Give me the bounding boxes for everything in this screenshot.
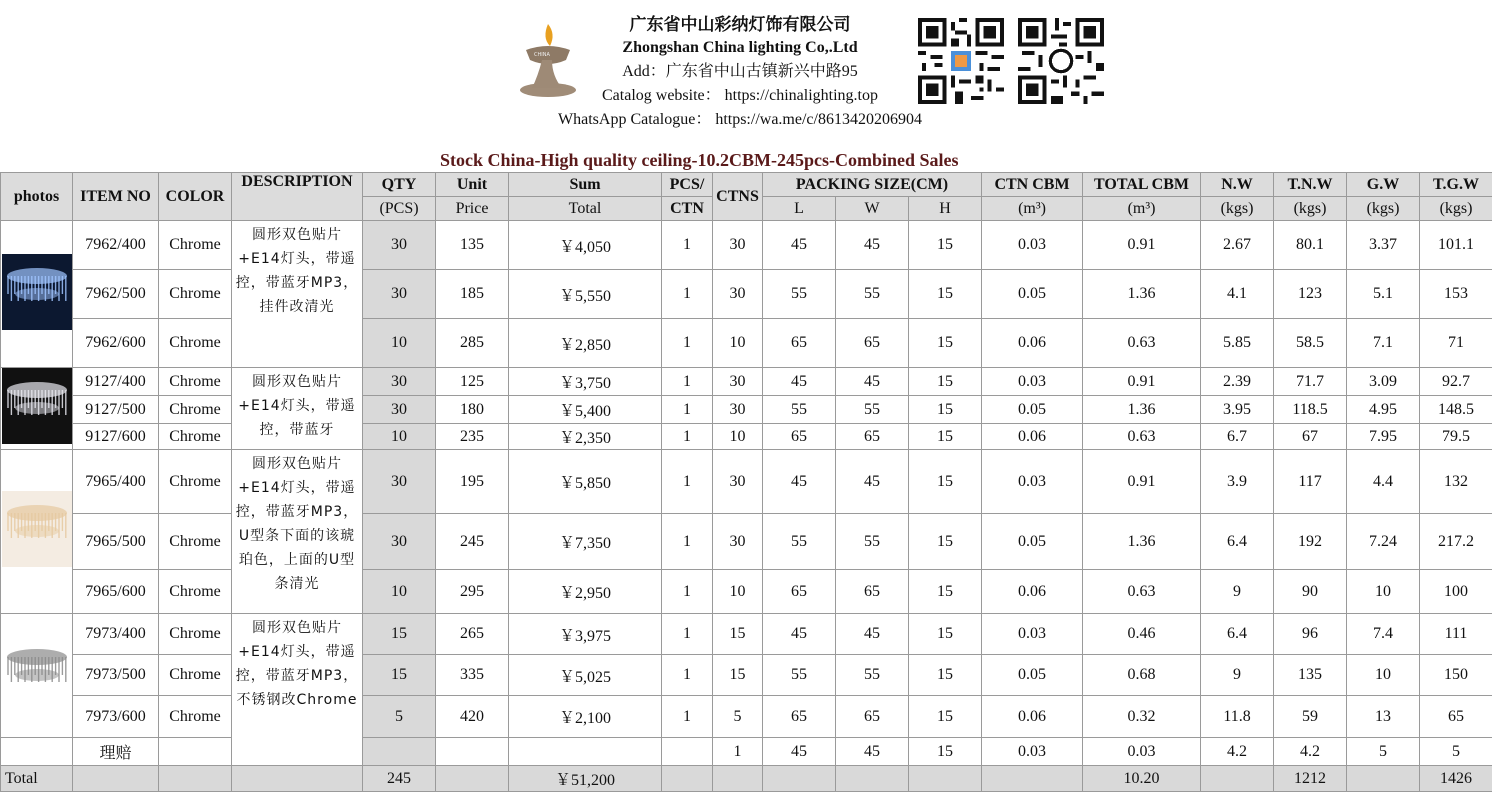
- ctn-cbm: 0.03: [982, 221, 1083, 270]
- color: Chrome: [159, 270, 232, 319]
- photo-cell: [1, 221, 73, 368]
- item-no: 7965/600: [73, 570, 159, 614]
- qty: [363, 738, 436, 766]
- ctns: 30: [713, 396, 763, 424]
- table-row: [1, 655, 1492, 696]
- gw: [1347, 766, 1420, 792]
- height: 15: [909, 450, 982, 514]
- sum: [509, 738, 662, 766]
- unit-price: [436, 766, 509, 792]
- item-no: 7965/500: [73, 514, 159, 570]
- catalog-website: Catalog website： https://chinalighting.top: [540, 84, 940, 108]
- item-no: 7973/400: [73, 614, 159, 655]
- item-no: 9127/400: [73, 368, 159, 396]
- unit-price: 335: [436, 655, 509, 696]
- item-no: [73, 766, 159, 792]
- pcs-ctn: [662, 738, 713, 766]
- total-cbm: 0.03: [1083, 738, 1201, 766]
- gw: 3.09: [1347, 368, 1420, 396]
- length: 55: [763, 514, 836, 570]
- unit-price: 420: [436, 696, 509, 738]
- col-ctn-cbm-unit: (m³): [982, 197, 1083, 221]
- total-cbm: 0.68: [1083, 655, 1201, 696]
- company-block: [540, 14, 940, 132]
- tgw: 92.7: [1420, 368, 1492, 396]
- height: 15: [909, 270, 982, 319]
- item-no: 9127/600: [73, 424, 159, 450]
- gw: 10: [1347, 570, 1420, 614]
- pcs-ctn: 1: [662, 270, 713, 319]
- ctn-cbm: 0.06: [982, 570, 1083, 614]
- qty: 15: [363, 655, 436, 696]
- sum: ￥7,350: [509, 514, 662, 570]
- pcs-ctn: 1: [662, 450, 713, 514]
- qty: 30: [363, 221, 436, 270]
- pcs-ctn: 1: [662, 424, 713, 450]
- qty: 10: [363, 319, 436, 368]
- col-description: DESCRIPTION: [232, 173, 363, 221]
- ctn-cbm: 0.03: [982, 368, 1083, 396]
- height: 15: [909, 319, 982, 368]
- col-width: W: [836, 197, 909, 221]
- col-nw: N.W: [1201, 173, 1274, 197]
- height: 15: [909, 514, 982, 570]
- col-length: L: [763, 197, 836, 221]
- width: [836, 766, 909, 792]
- ctns: [713, 766, 763, 792]
- ctn-cbm: 0.03: [982, 450, 1083, 514]
- tgw: 101.1: [1420, 221, 1492, 270]
- tgw: 111: [1420, 614, 1492, 655]
- item-no: 7962/600: [73, 319, 159, 368]
- qty: 10: [363, 424, 436, 450]
- qty: 30: [363, 368, 436, 396]
- ctn-cbm: 0.06: [982, 696, 1083, 738]
- width: 65: [836, 319, 909, 368]
- height: 15: [909, 424, 982, 450]
- qty: 5: [363, 696, 436, 738]
- height: 15: [909, 396, 982, 424]
- document-header: [0, 0, 1492, 148]
- col-pcs-ctn: PCS/: [662, 173, 713, 197]
- tgw: 153: [1420, 270, 1492, 319]
- unit-price: 125: [436, 368, 509, 396]
- color: Chrome: [159, 570, 232, 614]
- nw: 3.9: [1201, 450, 1274, 514]
- nw: 11.8: [1201, 696, 1274, 738]
- nw: 6.4: [1201, 514, 1274, 570]
- unit-price: 135: [436, 221, 509, 270]
- tnw: 90: [1274, 570, 1347, 614]
- length: 45: [763, 450, 836, 514]
- sum: ￥2,850: [509, 319, 662, 368]
- tnw: 71.7: [1274, 368, 1347, 396]
- qty: 10: [363, 570, 436, 614]
- company-name-cn: 广东省中山彩纳灯饰有限公司: [540, 14, 940, 36]
- sum: ￥2,950: [509, 570, 662, 614]
- tnw: 67: [1274, 424, 1347, 450]
- width: 55: [836, 655, 909, 696]
- unit-price: [436, 738, 509, 766]
- ctns: 30: [713, 221, 763, 270]
- unit-price: 195: [436, 450, 509, 514]
- height: 15: [909, 738, 982, 766]
- color: Chrome: [159, 424, 232, 450]
- item-no: 7962/400: [73, 221, 159, 270]
- pcs-ctn: 1: [662, 614, 713, 655]
- ctn-cbm: 0.05: [982, 270, 1083, 319]
- tnw: 118.5: [1274, 396, 1347, 424]
- height: [909, 766, 982, 792]
- description: 圆形双色贴片+E14灯头，带遥控，带蓝牙MP3，挂件改清光: [232, 221, 363, 368]
- unit-price: 265: [436, 614, 509, 655]
- table-row: [1, 570, 1492, 614]
- total-cbm: 0.63: [1083, 570, 1201, 614]
- col-color: COLOR: [159, 173, 232, 221]
- length: 65: [763, 424, 836, 450]
- nw: 6.7: [1201, 424, 1274, 450]
- table-row: [1, 696, 1492, 738]
- sum: ￥2,350: [509, 424, 662, 450]
- gw: 7.24: [1347, 514, 1420, 570]
- length: [763, 766, 836, 792]
- item-no: 7973/600: [73, 696, 159, 738]
- pcs-ctn: 1: [662, 655, 713, 696]
- sum: ￥5,400: [509, 396, 662, 424]
- ctns: 30: [713, 450, 763, 514]
- ctns: 5: [713, 696, 763, 738]
- total-cbm: 0.46: [1083, 614, 1201, 655]
- ctns: 30: [713, 270, 763, 319]
- nw: 9: [1201, 655, 1274, 696]
- header-row: [1, 173, 1492, 197]
- col-ctns: CTNS: [713, 173, 763, 221]
- total-cbm: 0.91: [1083, 368, 1201, 396]
- total-cbm: 10.20: [1083, 766, 1201, 792]
- tgw: 71: [1420, 319, 1492, 368]
- tgw: 100: [1420, 570, 1492, 614]
- sum: ￥3,750: [509, 368, 662, 396]
- total-cbm: 1.36: [1083, 396, 1201, 424]
- sum: ￥4,050: [509, 221, 662, 270]
- width: 45: [836, 450, 909, 514]
- tnw: 59: [1274, 696, 1347, 738]
- qty: 15: [363, 614, 436, 655]
- width: 65: [836, 696, 909, 738]
- description: [232, 766, 363, 792]
- total-cbm: 0.63: [1083, 424, 1201, 450]
- color: Chrome: [159, 319, 232, 368]
- chandelier-photo: [2, 368, 72, 444]
- col-tnw-unit: (kgs): [1274, 197, 1347, 221]
- total-cbm: 0.32: [1083, 696, 1201, 738]
- ctns: 15: [713, 614, 763, 655]
- item-no: 7962/500: [73, 270, 159, 319]
- tgw: 148.5: [1420, 396, 1492, 424]
- totals-row: [1, 766, 1492, 792]
- nw: 2.67: [1201, 221, 1274, 270]
- company-name-en: Zhongshan China lighting Co,.Ltd: [540, 36, 940, 60]
- col-tnw: T.N.W: [1274, 173, 1347, 197]
- table-row: [1, 514, 1492, 570]
- nw: 9: [1201, 570, 1274, 614]
- chandelier-photo: [2, 635, 72, 711]
- length: 65: [763, 696, 836, 738]
- width: 45: [836, 221, 909, 270]
- tnw: 58.5: [1274, 319, 1347, 368]
- length: 45: [763, 368, 836, 396]
- length: 65: [763, 319, 836, 368]
- nw: [1201, 766, 1274, 792]
- tgw: 150: [1420, 655, 1492, 696]
- ctns: 10: [713, 319, 763, 368]
- qty: 30: [363, 270, 436, 319]
- item-no: 7973/500: [73, 655, 159, 696]
- pcs-ctn: 1: [662, 319, 713, 368]
- col-sum: Sum: [509, 173, 662, 197]
- table-row: [1, 319, 1492, 368]
- gw: 7.4: [1347, 614, 1420, 655]
- ctn-cbm: 0.06: [982, 319, 1083, 368]
- description: 圆形双色贴片+E14灯头，带遥控，带蓝牙MP3，不锈钢改Chrome: [232, 614, 363, 766]
- tnw: 96: [1274, 614, 1347, 655]
- ctns: 10: [713, 570, 763, 614]
- ctns: 10: [713, 424, 763, 450]
- nw: 4.1: [1201, 270, 1274, 319]
- length: 55: [763, 270, 836, 319]
- table-row: [1, 396, 1492, 424]
- tgw: 132: [1420, 450, 1492, 514]
- compensation-row: [1, 738, 1492, 766]
- whatsapp-catalogue: WhatsApp Catalogue： https://wa.me/c/8613420206904: [540, 108, 940, 132]
- ctns: 30: [713, 368, 763, 396]
- tgw: 79.5: [1420, 424, 1492, 450]
- unit-price: 285: [436, 319, 509, 368]
- color: Chrome: [159, 450, 232, 514]
- height: 15: [909, 655, 982, 696]
- item-no: 理赔: [73, 738, 159, 766]
- color: [159, 738, 232, 766]
- nw: 4.2: [1201, 738, 1274, 766]
- total-cbm: 1.36: [1083, 514, 1201, 570]
- height: 15: [909, 368, 982, 396]
- tnw: 117: [1274, 450, 1347, 514]
- col-height: H: [909, 197, 982, 221]
- ctn-cbm: 0.05: [982, 514, 1083, 570]
- chandelier-photo: [2, 254, 72, 330]
- sum: ￥5,850: [509, 450, 662, 514]
- ctns: 1: [713, 738, 763, 766]
- ctns: 30: [713, 514, 763, 570]
- tnw: 192: [1274, 514, 1347, 570]
- col-tgw-unit: (kgs): [1420, 197, 1492, 221]
- gw: 5: [1347, 738, 1420, 766]
- qty: 30: [363, 514, 436, 570]
- total-cbm: 0.91: [1083, 221, 1201, 270]
- photo-cell: [1, 738, 73, 766]
- width: 45: [836, 738, 909, 766]
- col-gw-unit: (kgs): [1347, 197, 1420, 221]
- col-total-cbm: TOTAL CBM: [1083, 173, 1201, 197]
- ctn-cbm: 0.06: [982, 424, 1083, 450]
- length: 65: [763, 570, 836, 614]
- height: 15: [909, 614, 982, 655]
- total-sum: ￥51,200: [509, 766, 662, 792]
- total-label: Total: [1, 766, 73, 792]
- table-row: [1, 614, 1492, 655]
- nw: 5.85: [1201, 319, 1274, 368]
- item-no: 7965/400: [73, 450, 159, 514]
- color: Chrome: [159, 221, 232, 270]
- nw: 3.95: [1201, 396, 1274, 424]
- col-qty: QTY: [363, 173, 436, 197]
- total-tnw: 1212: [1274, 766, 1347, 792]
- qr-code-icon: [918, 16, 1004, 106]
- tnw: 80.1: [1274, 221, 1347, 270]
- nw: 6.4: [1201, 614, 1274, 655]
- whatsapp-qr-code-icon: [1018, 16, 1104, 106]
- tgw: 5: [1420, 738, 1492, 766]
- col-pcs-ctn-sub: CTN: [662, 197, 713, 221]
- col-qty-unit: (PCS): [363, 197, 436, 221]
- width: 65: [836, 424, 909, 450]
- color: Chrome: [159, 396, 232, 424]
- stock-table: [0, 172, 1492, 792]
- length: 55: [763, 655, 836, 696]
- color: Chrome: [159, 696, 232, 738]
- table-body: [1, 221, 1492, 792]
- table-row: [1, 270, 1492, 319]
- description: 圆形双色贴片+E14灯头，带遥控，带蓝牙: [232, 368, 363, 450]
- photo-cell: [1, 614, 73, 738]
- height: 15: [909, 221, 982, 270]
- company-address: Add：广东省中山古镇新兴中路95: [540, 60, 940, 84]
- length: 45: [763, 221, 836, 270]
- gw: 10: [1347, 655, 1420, 696]
- color: Chrome: [159, 368, 232, 396]
- ctn-cbm: 0.03: [982, 614, 1083, 655]
- description: 圆形双色贴片+E14灯头，带遥控，带蓝牙MP3，U型条下面的该琥珀色，上面的U型条清光: [232, 450, 363, 614]
- table-row: [1, 424, 1492, 450]
- col-nw-unit: (kgs): [1201, 197, 1274, 221]
- sum: ￥5,550: [509, 270, 662, 319]
- photo-cell: [1, 450, 73, 614]
- gw: 3.37: [1347, 221, 1420, 270]
- tgw: 217.2: [1420, 514, 1492, 570]
- photo-cell: [1, 368, 73, 450]
- table-row: [1, 450, 1492, 514]
- sum: ￥2,100: [509, 696, 662, 738]
- gw: 5.1: [1347, 270, 1420, 319]
- total-cbm: 0.63: [1083, 319, 1201, 368]
- unit-price: 235: [436, 424, 509, 450]
- ctn-cbm: 0.05: [982, 655, 1083, 696]
- unit-price: 245: [436, 514, 509, 570]
- unit-price: 295: [436, 570, 509, 614]
- col-unit: Unit: [436, 173, 509, 197]
- pcs-ctn: 1: [662, 570, 713, 614]
- table-row: [1, 368, 1492, 396]
- col-photos: photos: [1, 173, 73, 221]
- sheet-title: Stock China-High quality ceiling-10.2CBM-245pcs-Combined Sales: [440, 150, 959, 171]
- width: 55: [836, 396, 909, 424]
- color: Chrome: [159, 514, 232, 570]
- tnw: 135: [1274, 655, 1347, 696]
- nw: 2.39: [1201, 368, 1274, 396]
- height: 15: [909, 696, 982, 738]
- gw: 4.95: [1347, 396, 1420, 424]
- pcs-ctn: 1: [662, 368, 713, 396]
- total-cbm: 0.91: [1083, 450, 1201, 514]
- tnw: 123: [1274, 270, 1347, 319]
- total-cbm: 1.36: [1083, 270, 1201, 319]
- tgw: 65: [1420, 696, 1492, 738]
- chandelier-photo: [2, 491, 72, 567]
- pcs-ctn: 1: [662, 514, 713, 570]
- ctn-cbm: 0.03: [982, 738, 1083, 766]
- tnw: 4.2: [1274, 738, 1347, 766]
- qty: 30: [363, 450, 436, 514]
- pcs-ctn: 1: [662, 396, 713, 424]
- col-total-cbm-unit: (m³): [1083, 197, 1201, 221]
- color: Chrome: [159, 614, 232, 655]
- gw: 4.4: [1347, 450, 1420, 514]
- ctn-cbm: 0.05: [982, 396, 1083, 424]
- width: 45: [836, 614, 909, 655]
- pcs-ctn: [662, 766, 713, 792]
- col-ctn-cbm: CTN CBM: [982, 173, 1083, 197]
- total-tgw: 1426: [1420, 766, 1492, 792]
- unit-price: 185: [436, 270, 509, 319]
- qty: 30: [363, 396, 436, 424]
- sum: ￥5,025: [509, 655, 662, 696]
- table-row: [1, 221, 1492, 270]
- item-no: 9127/500: [73, 396, 159, 424]
- unit-price: 180: [436, 396, 509, 424]
- length: 45: [763, 614, 836, 655]
- gw: 7.1: [1347, 319, 1420, 368]
- sum: ￥3,975: [509, 614, 662, 655]
- length: 45: [763, 738, 836, 766]
- svg-text:CHINA: CHINA: [534, 52, 550, 58]
- gw: 13: [1347, 696, 1420, 738]
- col-packing-size: PACKING SIZE(CM): [763, 173, 982, 197]
- height: 15: [909, 570, 982, 614]
- col-sum-sub: Total: [509, 197, 662, 221]
- width: 65: [836, 570, 909, 614]
- pcs-ctn: 1: [662, 696, 713, 738]
- col-tgw: T.G.W: [1420, 173, 1492, 197]
- width: 55: [836, 514, 909, 570]
- gw: 7.95: [1347, 424, 1420, 450]
- width: 45: [836, 368, 909, 396]
- width: 55: [836, 270, 909, 319]
- ctn-cbm: [982, 766, 1083, 792]
- col-gw: G.W: [1347, 173, 1420, 197]
- pcs-ctn: 1: [662, 221, 713, 270]
- color: [159, 766, 232, 792]
- length: 55: [763, 396, 836, 424]
- col-item-no: ITEM NO: [73, 173, 159, 221]
- ctns: 15: [713, 655, 763, 696]
- color: Chrome: [159, 655, 232, 696]
- total-qty: 245: [363, 766, 436, 792]
- col-unit-sub: Price: [436, 197, 509, 221]
